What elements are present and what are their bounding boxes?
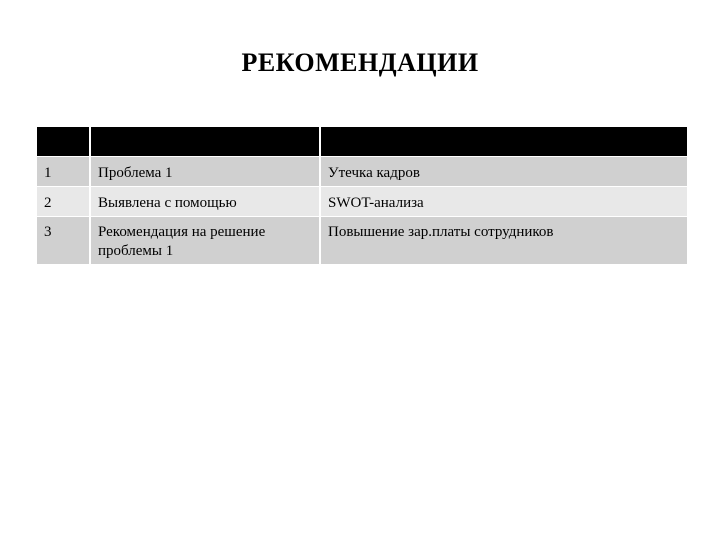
row-parameter-cell: Выявлена с помощью	[90, 187, 320, 217]
table-row	[37, 157, 687, 187]
row-parameter-cell: Рекомендация на решение проблемы 1	[90, 217, 320, 265]
row-number-cell: 3	[37, 217, 90, 265]
slide-title: РЕКОМЕНДАЦИИ	[241, 48, 479, 77]
row-number-cell: 1	[37, 157, 90, 187]
recommendations-table	[37, 126, 688, 265]
row-value-cell: SWOT-анализа	[320, 187, 687, 217]
header-cell-value	[320, 127, 687, 157]
row-value-cell: Повышение зар.платы сотрудников	[320, 217, 687, 265]
table-header-row	[37, 127, 687, 157]
table-row	[37, 217, 687, 265]
header-cell-number	[37, 127, 90, 157]
row-number-cell: 2	[37, 187, 90, 217]
header-cell-parameter	[90, 127, 320, 157]
row-value-cell: Утечка кадров	[320, 157, 687, 187]
row-parameter-cell: Проблема 1	[90, 157, 320, 187]
table-row	[37, 187, 687, 217]
